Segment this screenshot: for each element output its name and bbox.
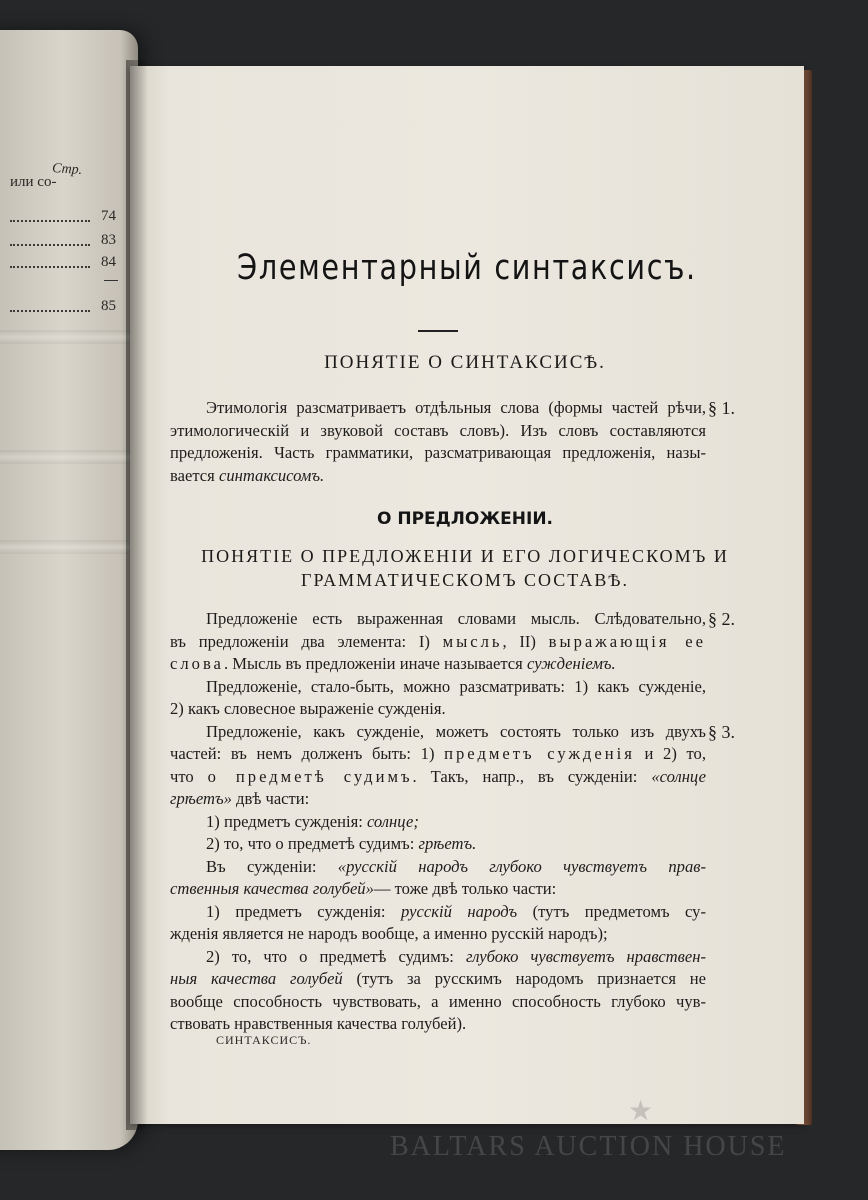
watermark-text: BALTARS AUCTION HOUSE: [390, 1131, 787, 1162]
toc-row: [10, 232, 118, 252]
toc-row: [10, 254, 118, 274]
subsection-heading: О ПРЕДЛОЖЕНІИ.: [376, 509, 554, 529]
page-title: Элементарный синтаксисъ.: [237, 248, 697, 288]
section-heading: ГРАММАТИЧЕСКОМЪ СОСТАВѢ.: [301, 570, 629, 590]
toc-dash: [104, 280, 118, 281]
toc-page-number: 83: [101, 232, 116, 248]
section-number: § 2.: [708, 609, 735, 629]
page-footer-signature: СИНТАКСИСЪ.: [216, 1033, 312, 1047]
toc-row: [10, 298, 118, 318]
toc-page-number: 84: [101, 254, 116, 270]
toc-page-header: Стр.: [51, 160, 83, 179]
title-divider: [418, 330, 458, 332]
section-number: § 3.: [708, 722, 735, 742]
section-heading: ПОНЯТІЕ О ПРЕДЛОЖЕНІИ И ЕГО ЛОГИЧЕСКОМЪ И: [201, 546, 729, 566]
gutter-shadow: [126, 60, 148, 1130]
toc-page-number: 85: [101, 298, 116, 314]
paragraph: Этимологія разсматриваетъ отдѣльныя слова (формы частей рѣчи, этимологическій и звуковой составъ словъ). Изъ словъ составляются предложенія. Часть грамматики, разсматривающая предложенія, назы- вается синтаксисомъ.: [170, 398, 706, 485]
watermark-star-icon: ★: [628, 1096, 654, 1127]
paragraph: Предложеніе есть выраженная словами мысль. Слѣдовательно, въ предложеніи два элемента: I) мысль, II) выражающія ее слова. Мысль въ предложеніи иначе называется сужденіемъ. Предложеніе, стало-быть, можно разсматривать: 1) какъ сужденіе, 2) какъ словесное выраженіе сужденія. Предложеніе, какъ сужденіе, можетъ состоять только изъ двухъ частей: въ немъ долженъ быть: 1) предметъ сужденія и 2) то, что о предметѣ судимъ. Такъ, напр., въ сужденіи: «солнце грѣетъ» двѣ части: 1) предметъ сужденія: солнце; 2) то, что о предметѣ судимъ: грѣетъ. Въ сужденіи: «русскій народъ глубоко чувствуетъ прав- ственныя качества голубей»— тоже двѣ только части: 1) предметъ сужденія: русскій народъ (тутъ предметомъ су- жденія является не народъ вообще, а именно русскій народъ); 2) то, что о предметѣ судимъ: глубоко чувствуетъ нравствен- ныя качества голубей (тутъ за русскимъ народомъ признается не вообще способность чувствовать, а именно способность глубоко чув- ствовать нравственныя качества голубей).: [170, 609, 707, 1033]
toc-page-number: 74: [101, 208, 116, 224]
section-heading: ПОНЯТІЕ О СИНТАКСИСѢ.: [324, 352, 606, 373]
toc-text-fragment: или со-: [10, 174, 57, 190]
toc-row: [10, 208, 118, 228]
section-number: § 1.: [708, 398, 735, 418]
left-page: [0, 30, 138, 1150]
